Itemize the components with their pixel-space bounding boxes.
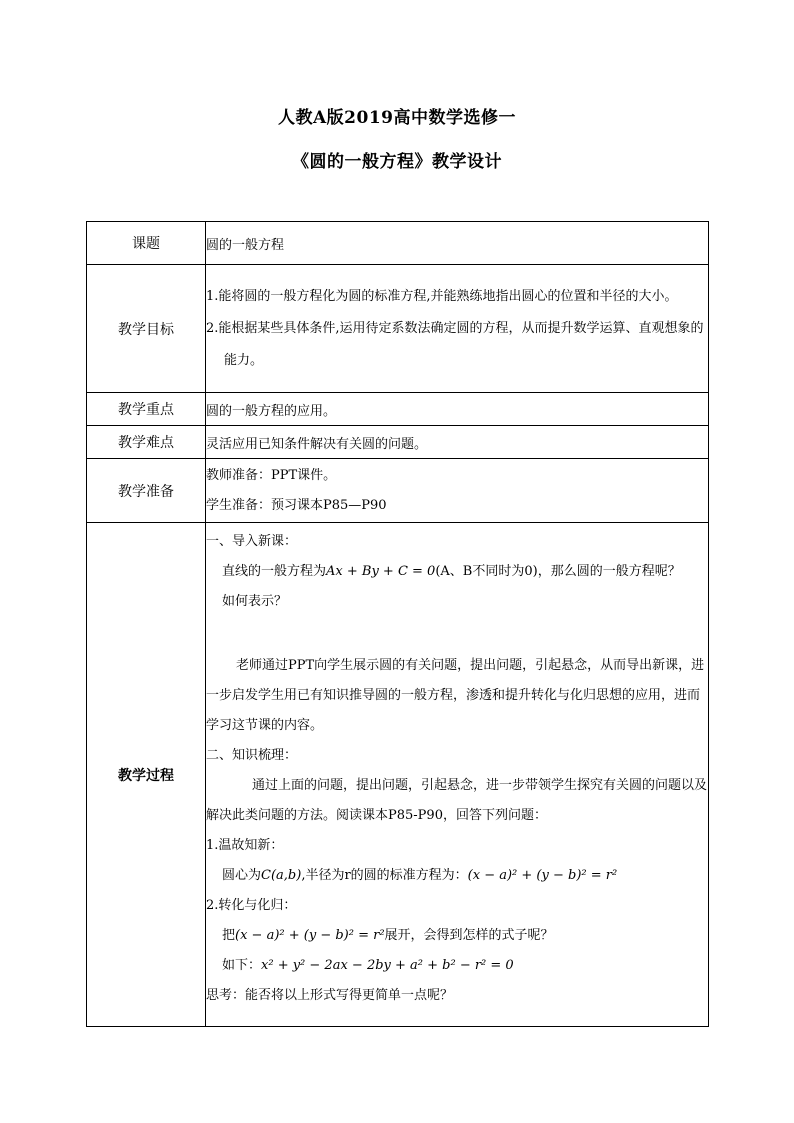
label-process: 教学过程	[87, 523, 206, 1027]
section-1-question	[206, 557, 708, 617]
section-1-paren: (A、B不同时为0)	[435, 564, 538, 579]
section-1-heading: 一、导入新课：	[206, 534, 298, 549]
section-1-text-c: 如何表示？	[222, 594, 288, 609]
label-preparation: 教学准备	[87, 459, 206, 523]
lesson-plan-table	[86, 221, 709, 1027]
knowledge-2-text-c: 如下：	[222, 958, 262, 973]
section-1-text-a: 直线的一般方程为	[222, 564, 327, 579]
label-goals: 教学目标	[87, 265, 206, 393]
line-equation: Ax + By + C = 0	[326, 564, 436, 579]
teacher-preparation: 教师准备：PPT课件。	[206, 467, 337, 483]
knowledge-2-text-a: 把	[222, 928, 236, 943]
row-preparation	[87, 459, 709, 523]
value-process	[206, 523, 709, 1027]
label-key-point: 教学重点	[87, 393, 206, 426]
think-question: 思考：能否将以上形式写得更简单一点呢？	[206, 988, 454, 1003]
knowledge-1-text-a: 圆心为	[222, 868, 262, 883]
row-difficulty	[87, 426, 709, 459]
goal-item-1: 1.能将圆的一般方程化为圆的标准方程,并能熟练地指出圆心的位置和半径的大小。	[206, 288, 678, 304]
row-topic	[87, 222, 709, 265]
value-preparation	[206, 459, 709, 523]
goal-item-2: 2.能根据某些具体条件,运用待定系数法确定圆的方程，从而提升数学运算、直观想象的能力。	[206, 320, 704, 368]
knowledge-1-body	[206, 861, 708, 891]
knowledge-1-heading: 1.温故知新：	[206, 838, 284, 853]
knowledge-2-text-b: 展开，会得到怎样的式子呢？	[384, 928, 554, 943]
value-goals	[206, 265, 709, 393]
row-key-point	[87, 393, 709, 426]
circle-center: C(a,b)	[261, 868, 302, 883]
document-subtitle: 《圆的一般方程》教学设计	[292, 152, 502, 172]
section-2-heading: 二、知识梳理：	[206, 748, 298, 763]
label-difficulty: 教学难点	[87, 426, 206, 459]
knowledge-2-body	[206, 921, 708, 951]
label-topic: 课题	[87, 222, 206, 265]
expand-equation: (x − a)² + (y − b)² = r²	[235, 928, 385, 943]
section-2-paragraph: 通过上面的问题，提出问题，引起悬念，进一步带领学生探究有关圆的问题以及解决此类问题的方法。阅读课本P85-P90，回答下列问题：	[206, 778, 708, 823]
row-goals	[87, 265, 709, 393]
knowledge-1-text-b: ,半径为r的圆的标准方程为：	[301, 868, 468, 883]
section-1-text-b: ，那么圆的一般方程呢？	[537, 564, 681, 579]
knowledge-2-result	[206, 951, 708, 981]
student-preparation: 学生准备：预习课本P85—P90	[206, 497, 387, 513]
value-topic: 圆的一般方程	[206, 222, 709, 265]
value-difficulty: 灵活应用已知条件解决有关圆的问题。	[206, 426, 709, 459]
expanded-equation: x² + y² − 2ax − 2by + a² + b² − r² = 0	[261, 958, 514, 973]
standard-equation: (x − a)² + (y − b)² = r²	[467, 868, 618, 883]
knowledge-2-heading: 2.转化与化归：	[206, 898, 297, 913]
document-title: 人教A版2019高中数学选修一	[277, 108, 516, 128]
value-key-point: 圆的一般方程的应用。	[206, 393, 709, 426]
section-1-paragraph: 老师通过PPT向学生展示圆的有关问题，提出问题，引起悬念，从而导出新课，进一步启发学生用已有知识推导圆的一般方程，渗透和提升转化与化归思想的应用，进而学习这节课的内容。	[206, 658, 705, 733]
blank-gap	[206, 617, 708, 651]
row-process	[87, 523, 709, 1027]
